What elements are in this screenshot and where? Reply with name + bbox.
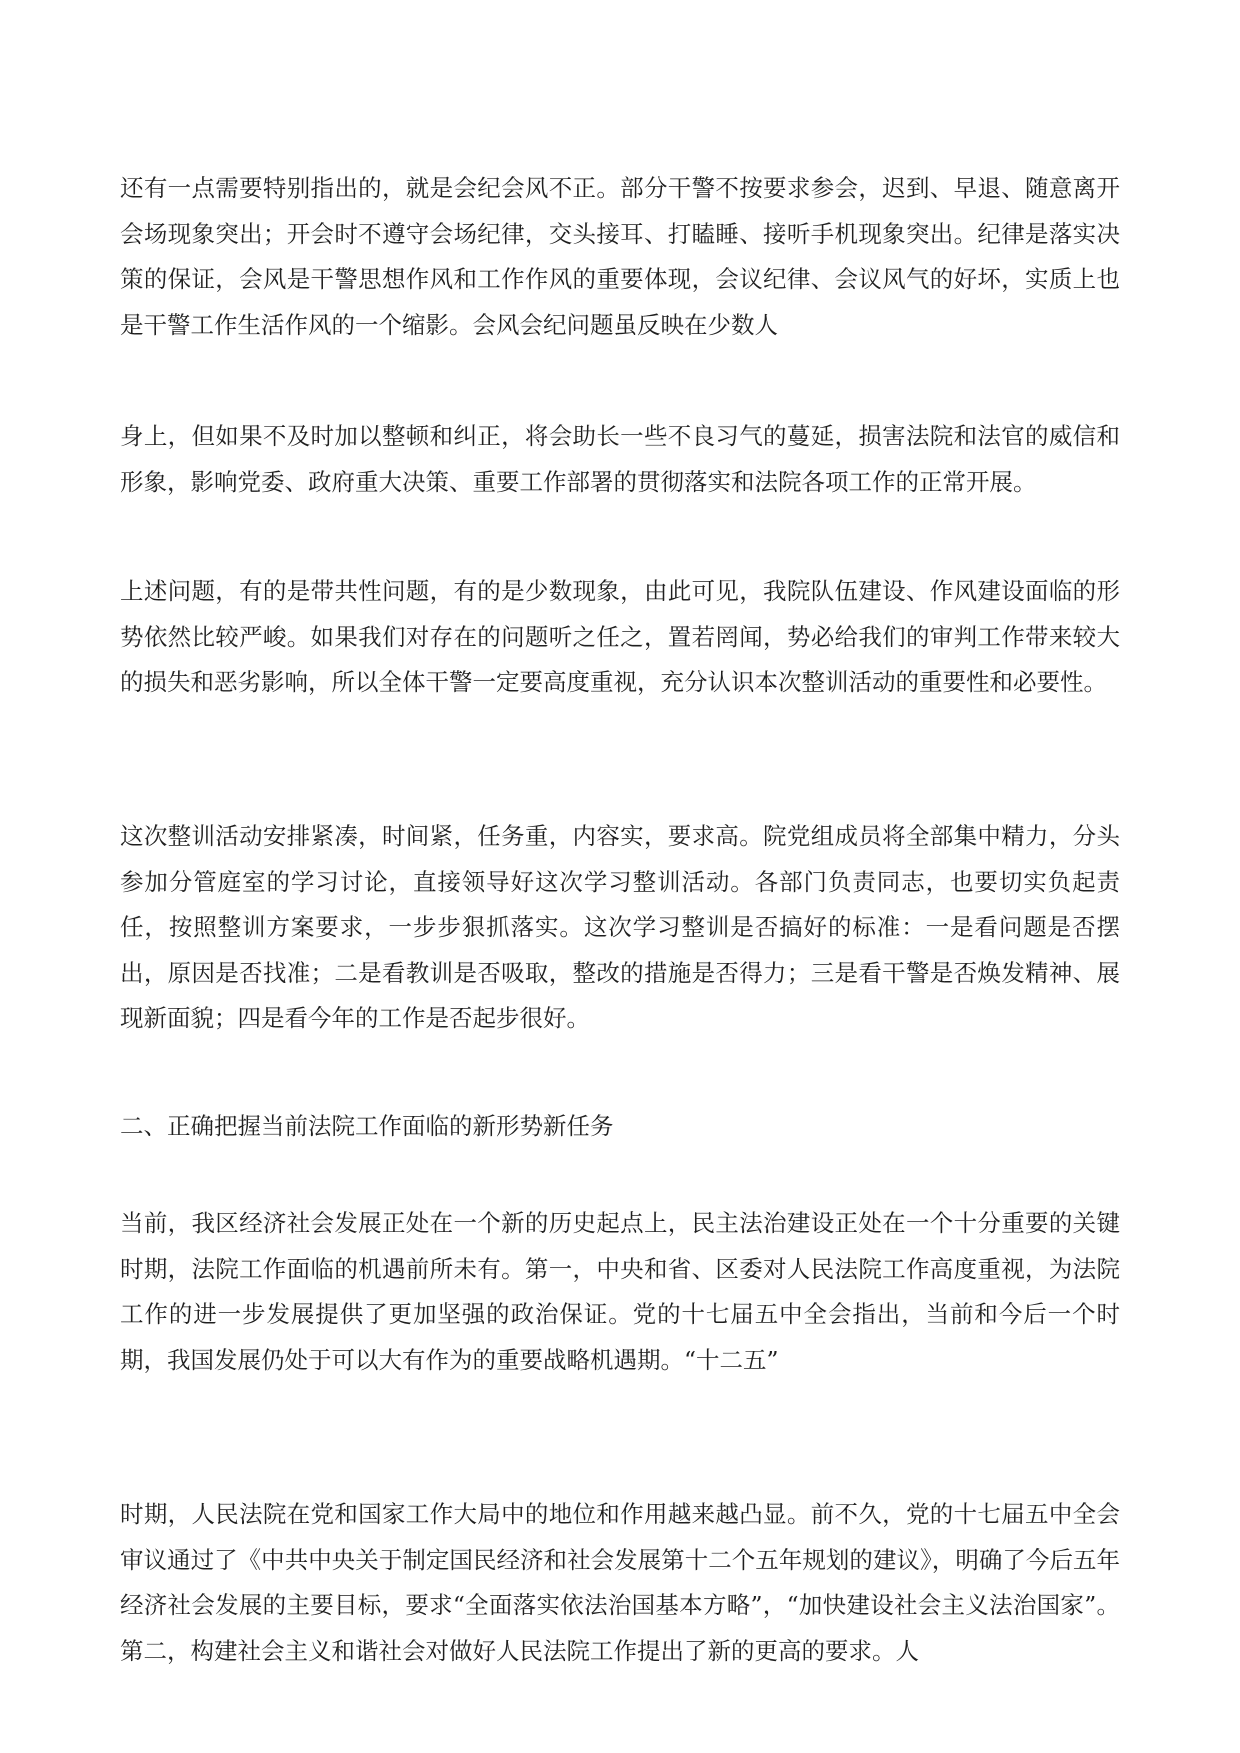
paragraph-current-situation: 当前，我区经济社会发展正处在一个新的历史起点上，民主法治建设正处在一个十分重要的关键时期，法院工作面临的机遇前所未有。第一，中央和省、区委对人民法院工作高度重视，为法院工作的进一步发展提供了更加坚强的政治保证。党的十七届五中全会指出，当前和今后一个时期，我国发展仍处于可以大有作为的重要战略机遇期。“十二五” [120,1209,1120,1374]
paragraph-twelfth-five-year: 时期，人民法院在党和国家工作大局中的地位和作用越来越凸显。前不久，党的十七届五中全会审议通过了《中共中央关于制定国民经济和社会发展第十二个五年规划的建议》，明确了今后五年经济社会发展的主要目标，要求“全面落实依法治国基本方略”，“加快建设社会主义法治国家”。第二，构建社会主义和谐社会对做好人民法院工作提出了新的更高的要求。人 [120,1500,1120,1665]
paragraph-consequences: 身上，但如果不及时加以整顿和纠正，将会助长一些不良习气的蔓延，损害法院和法官的威信和形象，影响党委、政府重大决策、重要工作部署的贯彻落实和法院各项工作的正常开展。 [120,422,1120,496]
paragraph-problems-summary: 上述问题，有的是带共性问题，有的是少数现象，由此可见，我院队伍建设、作风建设面临的形势依然比较严峻。如果我们对存在的问题听之任之，置若罔闻，势必给我们的审判工作带来较大的损失和恶劣影响，所以全体干警一定要高度重视，充分认识本次整训活动的重要性和必要性。 [120,577,1120,696]
paragraph-meeting-discipline: 还有一点需要特别指出的，就是会纪会风不正。部分干警不按要求参会，迟到、早退、随意离开会场现象突出；开会时不遵守会场纪律，交头接耳、打瞌睡、接听手机现象突出。纪律是落实决策的保证，会风是干警思想作风和工作作风的重要体现，会议纪律、会议风气的好坏，实质上也是干警工作生活作风的一个缩影。会风会纪问题虽反映在少数人 [120,174,1120,339]
paragraph-training-arrangement: 这次整训活动安排紧凑，时间紧，任务重，内容实，要求高。院党组成员将全部集中精力，分头参加分管庭室的学习讨论，直接领导好这次学习整训活动。各部门负责同志，也要切实负起责任，按照整训方案要求，一步步狠抓落实。这次学习整训是否搞好的标准：一是看问题是否摆出，原因是否找准；二是看教训是否吸取，整改的措施是否得力；三是看干警是否焕发精神、展现新面貌；四是看今年的工作是否起步很好。 [120,822,1120,1032]
section-heading: 二、正确把握当前法院工作面临的新形势新任务 [120,1112,614,1140]
